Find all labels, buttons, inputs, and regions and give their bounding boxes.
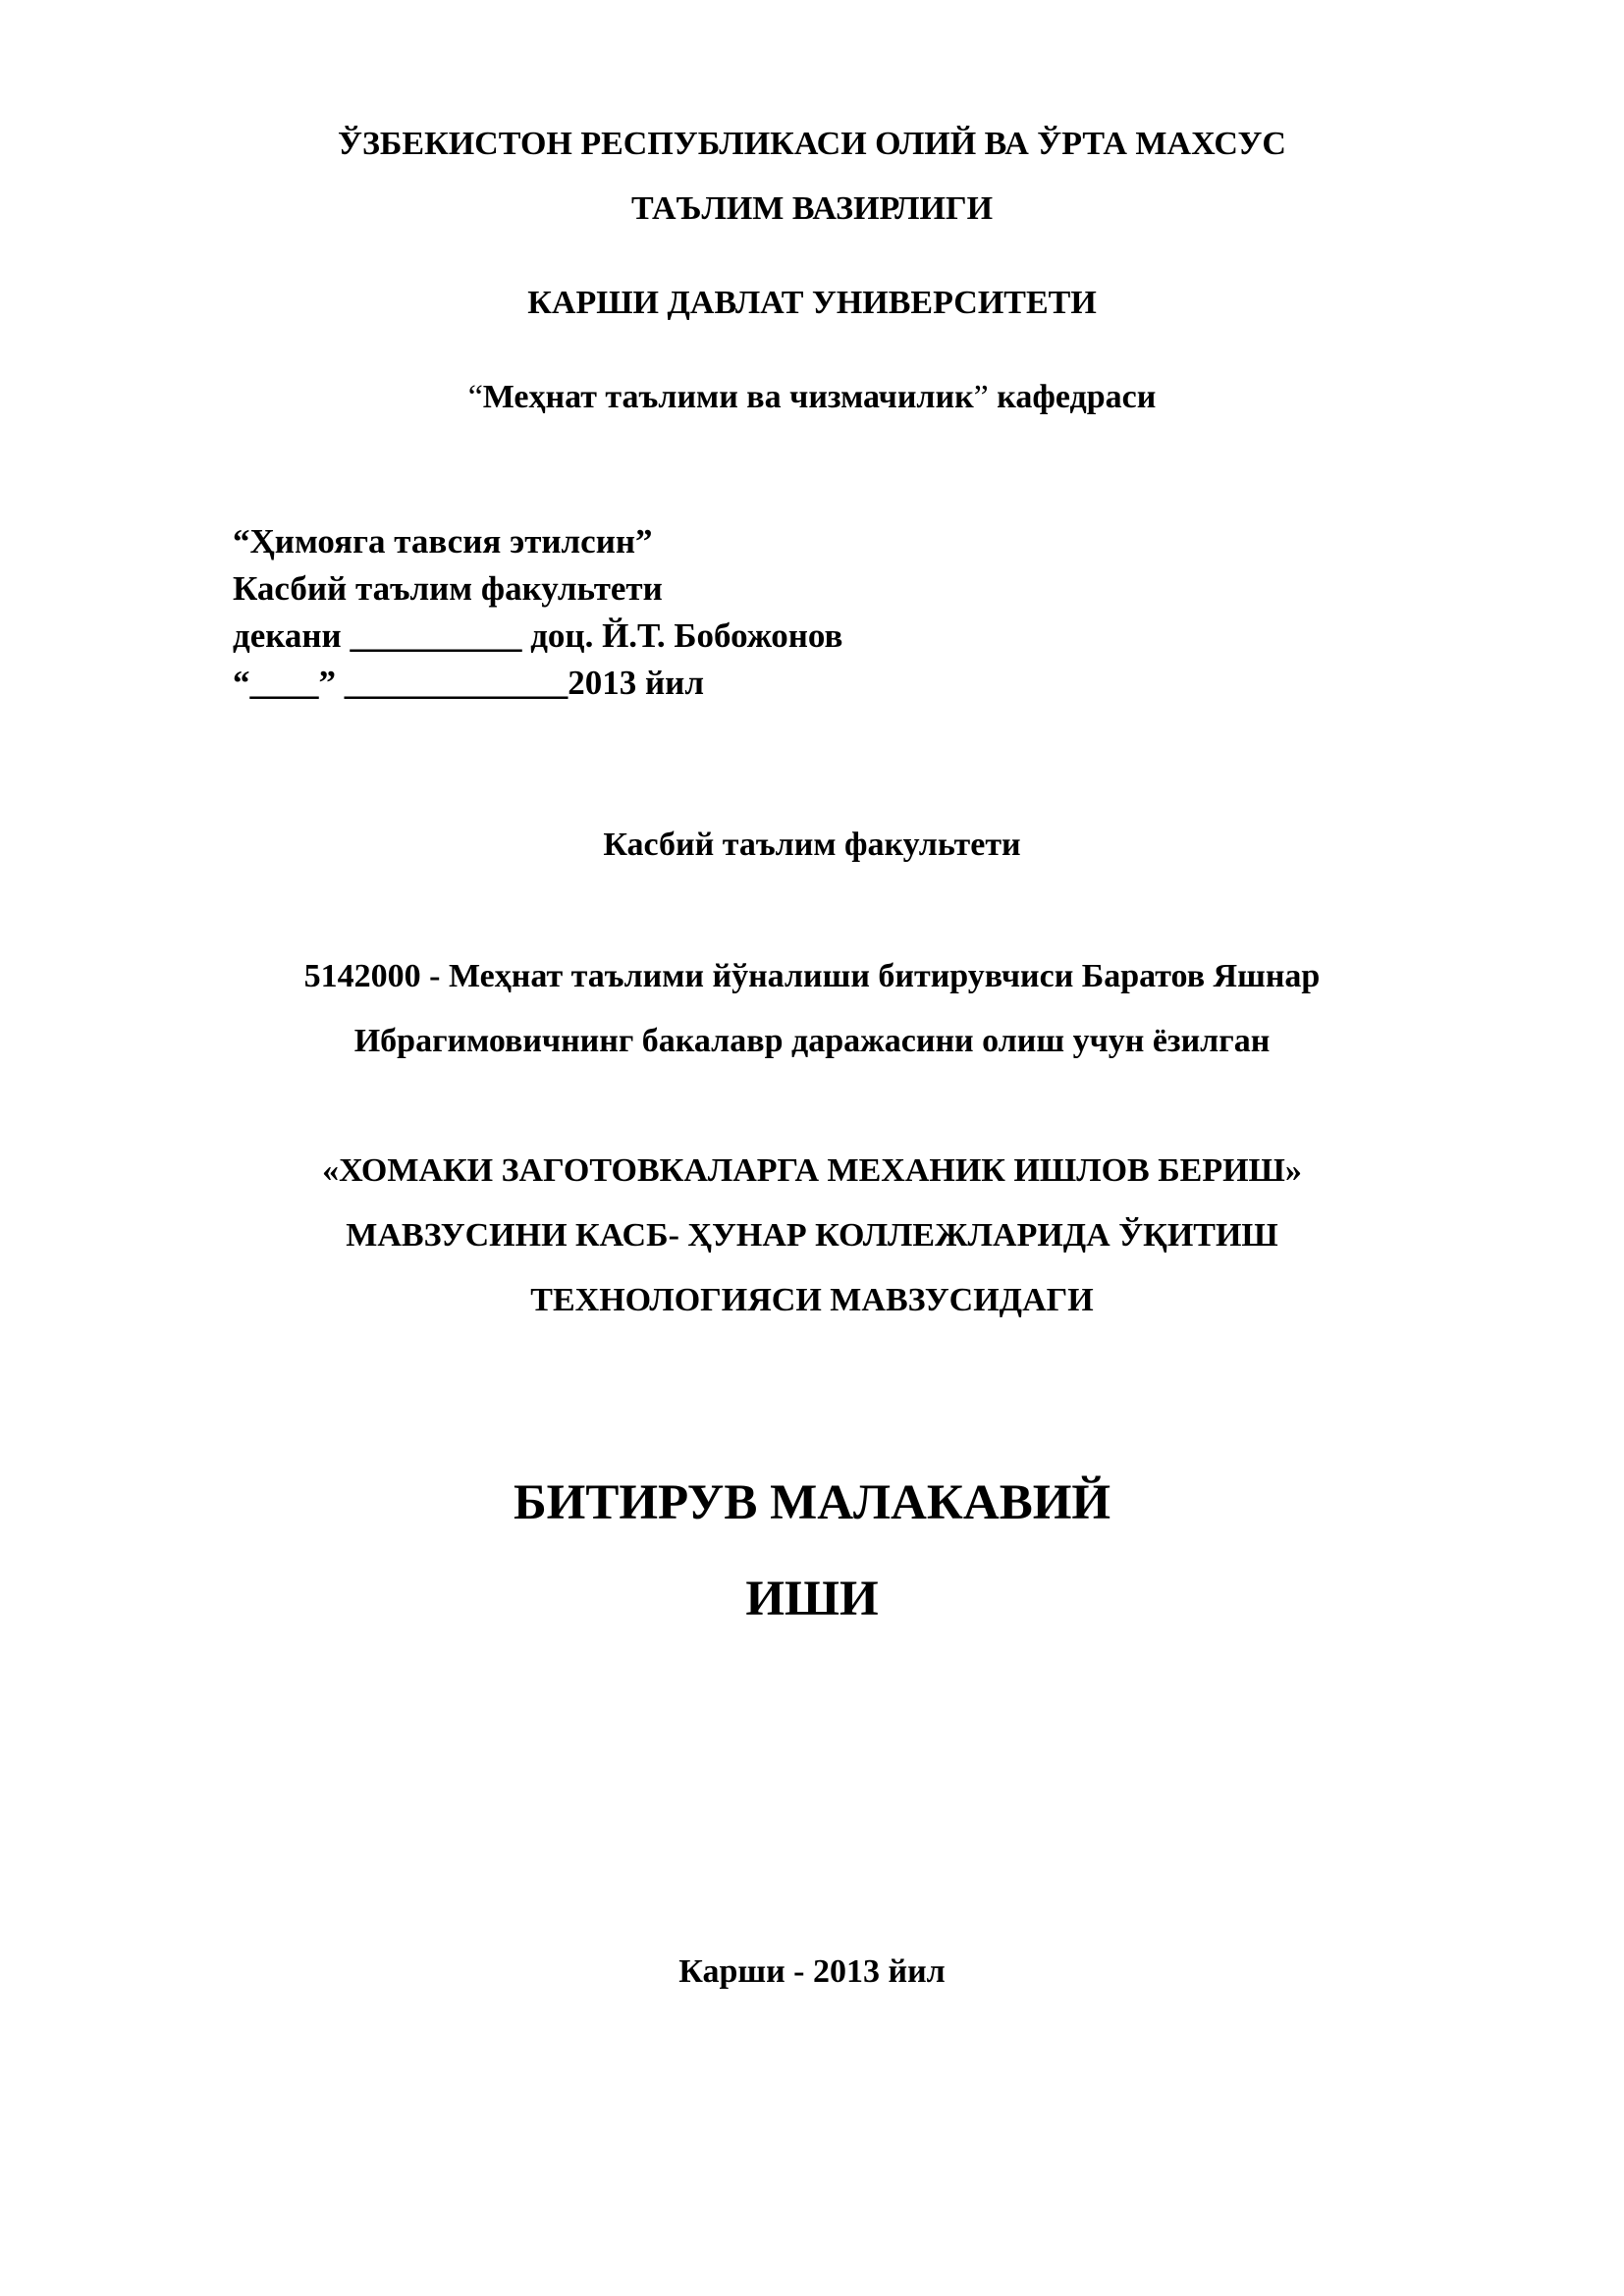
faculty-name: Касбий таълим факультети — [603, 827, 1021, 863]
topic-line-3: ТЕХНОЛОГИЯСИ МАВЗУСИДАГИ — [530, 1282, 1094, 1318]
work-title-line-2: ИШИ — [745, 1572, 879, 1627]
ministry-line-2: ТАЪЛИМ ВАЗИРЛИГИ — [630, 190, 994, 227]
ministry-line-1: ЎЗБЕКИСТОН РЕСПУБЛИКАСИ ОЛИЙ ВА ЎРТА МАХСУС — [338, 126, 1286, 162]
university-name: КАРШИ ДАВЛАТ УНИВЕРСИТЕТИ — [527, 285, 1097, 321]
approval-block — [233, 518, 842, 707]
footer-city-year: Карши - 2013 йил — [678, 1953, 946, 1990]
student-line-2: Ибрагимовичнинг бакалавр даражасини олиш учун ёзилган — [353, 1023, 1271, 1059]
department-name: Меҳнат таълими ва чизмачилик — [482, 379, 974, 415]
approval-line-4: “____” _____________2013 йил — [233, 664, 704, 702]
work-title-line-1: БИТИРУВ МАЛАКАВИЙ — [513, 1475, 1111, 1530]
student-line-1: 5142000 - Меҳнат таълими йўналиши битирувчиси Баратов Яшнар — [303, 958, 1321, 994]
approval-line-1: “Ҳимояга тавсия этилсин” — [233, 522, 653, 561]
approval-line-2: Касбий таълим факультети — [233, 569, 663, 608]
department-quote-close: ” — [973, 379, 989, 415]
department-line — [0, 379, 1624, 416]
approval-line-3: декани __________ доц. Й.Т. Бобожонов — [233, 616, 843, 655]
topic-line-2: МАВЗУСИНИ КАСБ- ҲУНАР КОЛЛЕЖЛАРИДА ЎҚИТИШ — [346, 1217, 1278, 1254]
department-quote-open: “ — [467, 379, 483, 415]
topic-line-1: «ХОМАКИ ЗАГОТОВКАЛАРГА МЕХАНИК ИШЛОВ БЕРИШ» — [322, 1152, 1302, 1189]
department-suffix: кафедраси — [988, 379, 1157, 415]
